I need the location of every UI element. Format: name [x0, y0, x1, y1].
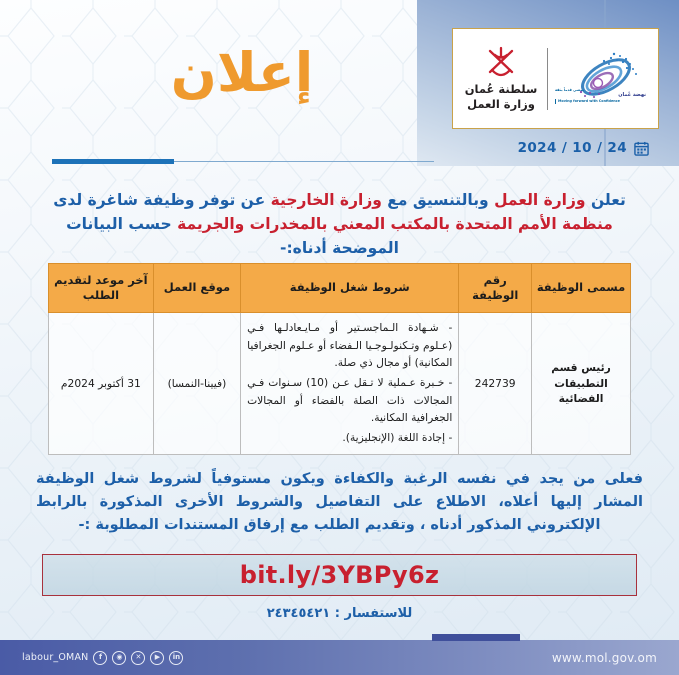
divider-thick-segment: [52, 159, 174, 164]
oman-vision-logo: [554, 40, 650, 118]
intro-segment-5: عن توفر وظيفة شاغرة لدى: [53, 191, 271, 209]
oman-national-emblem-khanjar-icon: [481, 46, 521, 82]
table-row: [49, 312, 631, 455]
cell-job-number: 242739: [459, 312, 532, 455]
jobs-table: [48, 263, 631, 455]
linkedin-icon[interactable]: in: [169, 651, 183, 665]
footer-bar: [0, 640, 679, 675]
intro-ministry-labour: وزارة العمل: [494, 191, 586, 209]
requirement-item: - إجادة اللغة (الإنجليزية).: [342, 430, 453, 444]
national-emblem-block: [461, 46, 541, 111]
vision-tagline-arabic: نهضة عُمان: [618, 91, 646, 98]
intro-segment-3: وبالتنسيق مع: [381, 191, 495, 209]
cell-deadline: 31 أكتوبر 2024م: [49, 312, 154, 455]
requirement-item: - خـبرة عـملية لا تـقل عـن (10) سـنوات فـي المجالات ذات الصلة بالفضاء أو المجالات الجغرافية المكانية.: [247, 375, 453, 425]
x-twitter-icon[interactable]: ✕: [131, 651, 145, 665]
page-title: إعلان: [170, 41, 314, 104]
vision-arabic-slogan: نمضي قدماً بثقة: [555, 87, 585, 92]
table-header-row: [49, 264, 631, 313]
vision-english-slogan: Moving forward with Confidence: [555, 99, 620, 103]
logo-divider: [547, 48, 548, 110]
social-handle: labour_OMAN: [22, 652, 89, 663]
cell-job-title: رئيس قسم التطبيقات الفضائية: [532, 312, 631, 455]
col-header-job-number: رقم الوظيفة: [459, 264, 532, 313]
divider-thin-segment: [174, 161, 434, 163]
application-link-box[interactable]: [42, 554, 637, 596]
header-divider: [52, 159, 434, 164]
application-link-url[interactable]: bit.ly/3YBPy6z: [239, 561, 440, 589]
instructions-paragraph: فعلى من يجد في نفسه الرغبة والكفاءة ويكون مستوفياً لشروط شغل الوظيفة المشار إليها أعلاه، الاطلاع على التفاصيل والشروط الأخرى المذكورة بالرابط الإلكتروني المذكور أدناه ، وتقديم الطلب مع إرفاق المستندات المطلوبة :-: [36, 471, 643, 534]
publish-date-text: 2024 / 10 / 24: [517, 140, 627, 156]
calendar-icon: [634, 141, 649, 156]
col-header-deadline: آخر موعد لتقديم الطلب: [49, 264, 154, 313]
jobs-table-wrapper: [48, 263, 631, 455]
intro-paragraph: [32, 188, 647, 260]
footer-accent-tab: [432, 634, 520, 641]
requirement-item: - شـهادة الـماجسـتير أو مـايـعادلـها فـي (عـلوم وتـكنولـوجـيا الـفضاء أو عـلوم الجغرافيا المكانية) أو مجال ذي صلة.: [247, 320, 453, 370]
instagram-icon[interactable]: ◉: [112, 651, 126, 665]
publish-date: [518, 140, 649, 156]
ministry-logo-card: [452, 28, 659, 129]
footer-website[interactable]: www.mol.gov.om: [551, 650, 657, 665]
intro-ministry-foreign-affairs: وزارة الخارجية: [270, 191, 382, 209]
intro-segment-1: تعلن: [585, 191, 626, 209]
intro-organization-unodc: منظمة الأمم المتحدة بالمكتب المعني بالمخدرات والجريمة: [177, 215, 613, 234]
facebook-icon[interactable]: f: [93, 651, 107, 665]
footer-social-group: [22, 651, 183, 665]
cell-requirements: [241, 312, 459, 455]
emblem-authority-line-1: سلطنة عُمان: [464, 82, 538, 97]
cell-work-location: (فيينا-النمسا): [153, 312, 240, 455]
col-header-requirements: شروط شغل الوظيفة: [241, 264, 459, 313]
intro-segment-7: حسب البيانات الموضحة أدناه:-: [66, 215, 399, 258]
oman-vision-swirl-icon: [554, 43, 650, 115]
emblem-authority-line-2: وزارة العمل: [467, 96, 535, 111]
col-header-job-title: مسمى الوظيفة: [532, 264, 631, 313]
youtube-icon[interactable]: ▶: [150, 651, 164, 665]
col-header-work-location: موقع العمل: [153, 264, 240, 313]
enquiry-phone: للاستفسار : ٢٤٣٤٥٤٢١: [266, 606, 413, 621]
